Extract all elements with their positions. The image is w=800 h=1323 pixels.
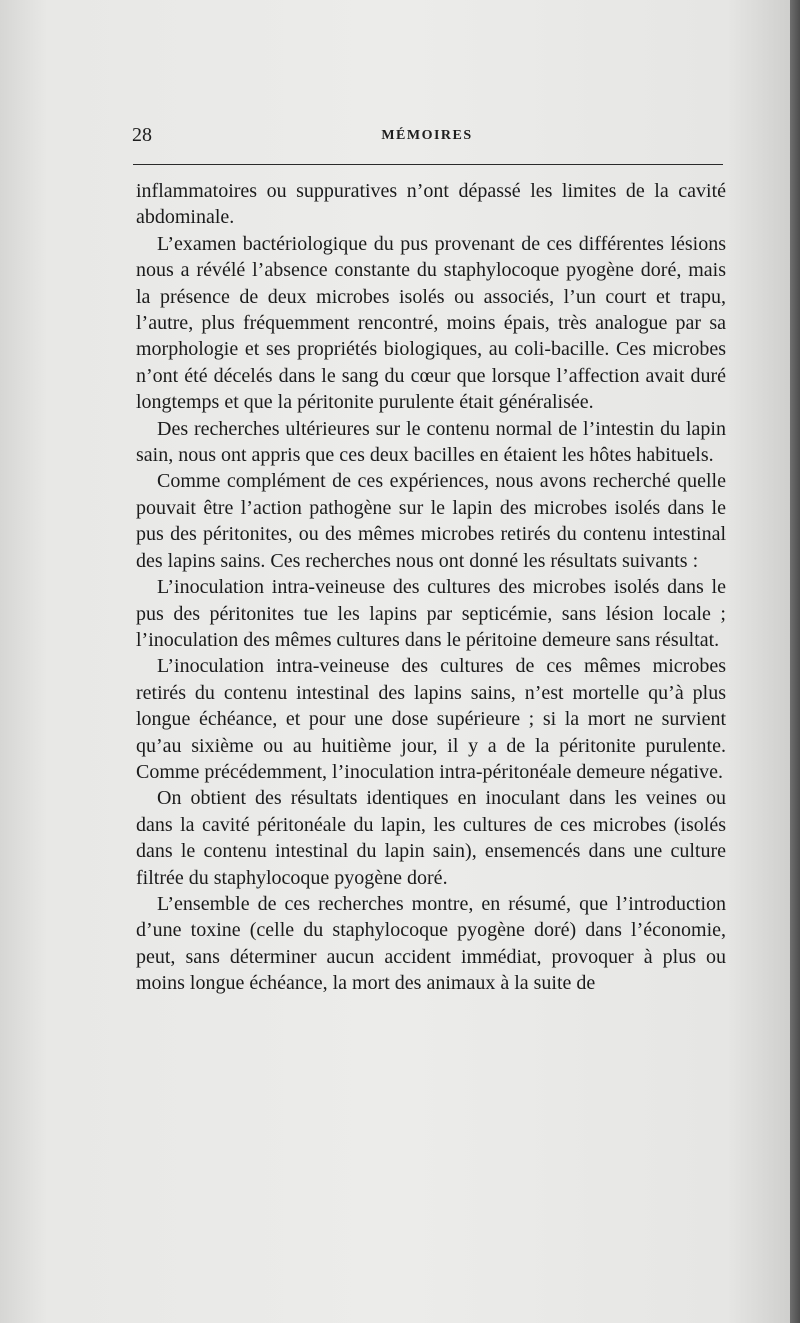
page-edge-shadow xyxy=(790,0,800,1323)
page-number: 28 xyxy=(132,124,152,146)
paragraph: On obtient des résultats identiques en inoculant dans les veines ou dans la cavité péritonéale du lapin, les cultures de ces microbes (isolés dans le contenu intestinal du lapin sain), ensemencés dans une culture filtrée du staphylocoque pyogène doré. xyxy=(136,787,726,889)
running-title: MÉMOIRES xyxy=(381,128,473,143)
paragraph: Comme complément de ces expériences, nous avons recherché quelle pouvait être l’action pathogène sur le lapin des microbes isolés dans le pus des péritonites, ou des mêmes microbes retirés du contenu intestinal des lapins sains. Ces recherches nous ont donné les résultats suivants : xyxy=(136,470,726,572)
header-rule xyxy=(133,164,723,165)
paragraph: L’inoculation intra-veineuse des cultures des microbes isolés dans le pus des péritonites tue les lapins par septicémie, sans lésion locale ; l’inoculation des mêmes cultures dans le péritoine demeure sans résultat. xyxy=(136,576,726,651)
paragraph: L’ensemble de ces recherches montre, en résumé, que l’introduction d’une toxine (celle du staphylocoque pyogène doré) dans l’économie, peut, sans déterminer aucun accident immédiat, provoquer à plus ou moins longue échéance, la mort des animaux à la suite de xyxy=(136,892,726,995)
body-text xyxy=(136,178,726,997)
paragraph: L’inoculation intra-veineuse des cultures de ces mêmes microbes retirés du contenu intestinal des lapins sains, n’est mortelle qu’à plus longue échéance, et pour une dose supérieure ; si la mort ne survient qu’au sixième ou au huitième jour, il y a de la péritonite purulente. Comme précédemment, l’inoculation intra-péritonéale demeure négative. xyxy=(136,655,726,783)
paragraph: Des recherches ultérieures sur le contenu normal de l’intestin du lapin sain, nous ont appris que ces deux bacilles en étaient les hôtes habituels. xyxy=(136,417,726,467)
running-head xyxy=(132,124,722,154)
paragraph-continuation: inflammatoires ou suppuratives n’ont dépassé les limites de la cavité abdominale. xyxy=(136,180,726,229)
paragraph: L’examen bactériologique du pus provenant de ces différentes lésions nous a révélé l’absence constante du staphylocoque pyogène doré, mais la présence de deux microbes isolés ou associés, l’un court et trapu, l’autre, plus fréquemment rencontré, moins épais, très analogue par sa morphologie et ses propriétés biologiques, au coli-bacille. Ces microbes n’ont été décelés dans le sang du cœur que lorsque l’affection avait duré longtemps et que la péritonite purulente était généralisée. xyxy=(136,232,726,414)
